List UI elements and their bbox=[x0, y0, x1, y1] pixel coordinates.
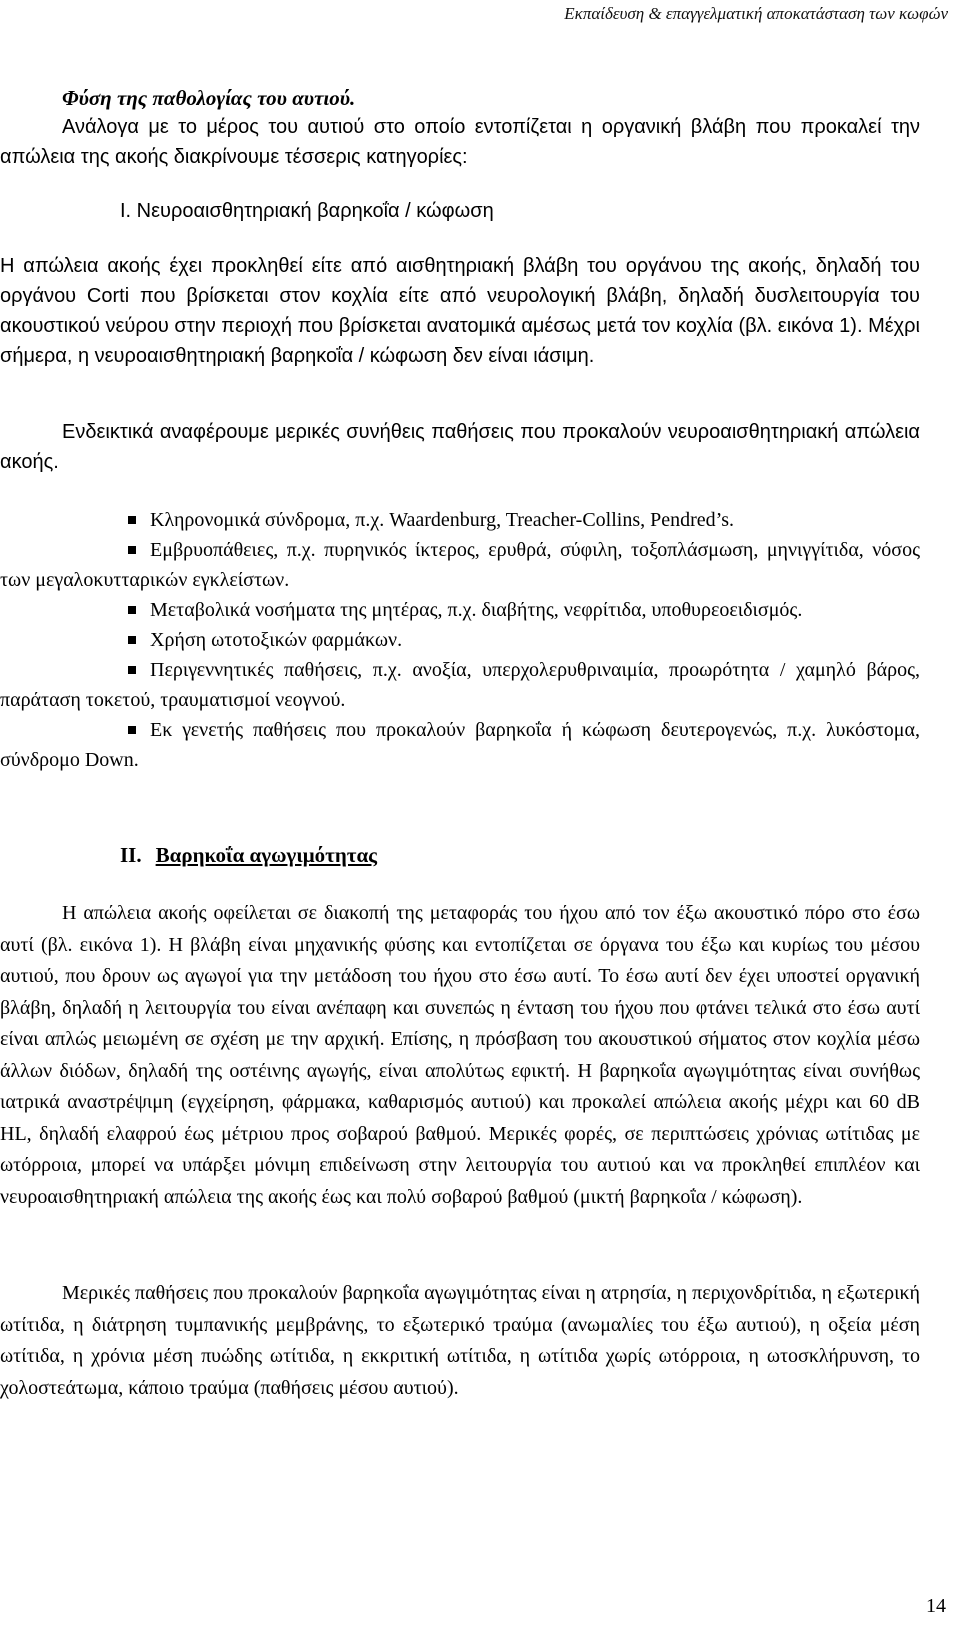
section2-paragraph-2: Μερικές παθήσεις που προκαλούν βαρηκοΐα αγωγιμότητας είναι η ατρησία, η περιχονδρίτιδα, η εξωτερική ωτίτιδα, η διάτρηση τυμπανικής μεμβράνης, το εξωτερικό τραύμα (ανωμαλίες του έξω αυτιού), η οξεία μέση ωτίτιδα, η χρόνια μέση πυώδης ωτίτιδα, η εκκριτική ωτίτιδα, η ωτίτιδα χωρίς ωτόρροια, η ωτοσκλήρυνση, το χολοστεάτωμα, κάποιο τραύμα (παθήσεις μέσου αυτιού). bbox=[0, 1282, 920, 1399]
section-title: Φύση της παθολογίας του αυτιού. bbox=[62, 86, 356, 110]
list-item: Περιγεννητικές παθήσεις, π.χ. ανοξία, υπερχολερυθριναιμία, προωρότητα / χαμηλό βάρος, παράταση τοκετού, τραυματισμοί νεογνού. bbox=[0, 659, 920, 711]
disease-bullet-list bbox=[0, 505, 920, 775]
section2-paragraph-1: Η απώλεια ακοής οφείλεται σε διακοπή της μεταφοράς του ήχου από τον έξω ακουστικό πόρο στο έσω αυτί (βλ. εικόνα 1). Η βλάβη είναι μηχανικής φύσης και εντοπίζεται σε όργανα του έξω και κυρίως του μέσου αυτιού, που δρουν ως αγωγοί για την μετάδοση του ήχου στο έσω αυτί. Το έσω αυτί δεν έχει υποστεί οργανική βλάβη, δηλαδή η λειτουργία του είναι ανέπαφη και συνεπώς η ένταση του ήχου που φτάνει τελικά στο έσω αυτί είναι απλώς μειωμένη σε σχέση με την αρχική. Επίσης, η πρόσβαση του ακουστικού σήματος στον κοχλία μέσω άλλων διόδων, δηλαδή της οστέινης αγωγής, είναι απολύτως εφικτή. Η βαρηκοΐα αγωγιμότητας είναι συνήθως ιατρικά αναστρέψιμη (εγχείρηση, φάρμακα, καθαρισμός αυτιού) και προκαλεί απώλεια ακοής μέχρι και 60 dB HL, δηλαδή ελαφρού έως μέτριου προς σοβαρού βαθμού. Μερικές φορές, σε περιπτώσεις χρόνιας ωτίτιδας με ωτόρροια, μπορεί να υπάρξει μόνιμη επιδείνωση στην λειτουργία του αυτιού και να προκληθεί επιπλέον και νευροαισθητηριακή απώλεια της ακοής έως και πολύ σοβαρού βαθμού (μικτή βαρηκοΐα / κώφωση). bbox=[0, 902, 920, 1208]
list-item: Εμβρυοπάθειες, π.χ. πυρηνικός ίκτερος, ερυθρά, σύφιλη, τοξοπλάσμωση, μηνιγγίτιδα, νόσος των μεγαλοκυτταρικών εγκλείστων. bbox=[0, 539, 920, 591]
section1-heading: Ι. Νευροαισθητηριακή βαρηκοΐα / κώφωση bbox=[120, 200, 494, 222]
section2-number: ΙΙ. bbox=[120, 843, 142, 867]
intro-paragraph: Ανάλογα με το μέρος του αυτιού στο οποίο εντοπίζεται η οργανική βλάβη που προκαλεί την απώλεια της ακοής διακρίνουμε τέσσερις κατηγορίες: bbox=[0, 116, 920, 168]
section2-title: Βαρηκοΐα αγωγιμότητας bbox=[155, 843, 378, 867]
square-bullet-icon bbox=[128, 546, 136, 554]
square-bullet-icon bbox=[128, 636, 136, 644]
square-bullet-icon bbox=[128, 666, 136, 674]
section2-heading bbox=[120, 843, 377, 868]
list-item: Χρήση ωτοτοξικών φαρμάκων. bbox=[0, 625, 920, 655]
square-bullet-icon bbox=[128, 726, 136, 734]
list-item: Εκ γενετής παθήσεις που προκαλούν βαρηκοΐα ή κώφωση δευτερογενώς, π.χ. λυκόστομα, σύνδρομο Down. bbox=[0, 719, 920, 771]
section1-paragraph-1: Η απώλεια ακοής έχει προκληθεί είτε από αισθητηριακή βλάβη του οργάνου της ακοής, δηλαδή του οργάνου Corti που βρίσκεται στον κοχλία είτε από νευρολογική βλάβη, δηλαδή δυσλειτουργία του ακουστικού νεύρου στην περιοχή που βρίσκεται ανατομικά αμέσως μετά τον κοχλία (βλ. εικόνα 1). Μέχρι σήμερα, η νευροαισθητηριακή βαρηκοΐα / κώφωση δεν είναι ιάσιμη. bbox=[0, 255, 920, 367]
square-bullet-icon bbox=[128, 516, 136, 524]
section1-paragraph-2: Ενδεικτικά αναφέρουμε μερικές συνήθεις παθήσεις που προκαλούν νευροαισθητηριακή απώλεια ακοής. bbox=[0, 421, 920, 473]
list-item: Μεταβολικά νοσήματα της μητέρας, π.χ. διαβήτης, νεφρίτιδα, υποθυρεοειδισμός. bbox=[0, 595, 920, 625]
page-number: 14 bbox=[926, 1595, 946, 1617]
list-item: Κληρονομικά σύνδρομα, π.χ. Waardenburg, Treacher-Collins, Pendred’s. bbox=[0, 505, 920, 535]
square-bullet-icon bbox=[128, 606, 136, 614]
running-header: Εκπαίδευση & επαγγελματική αποκατάσταση των κωφών bbox=[564, 4, 948, 23]
